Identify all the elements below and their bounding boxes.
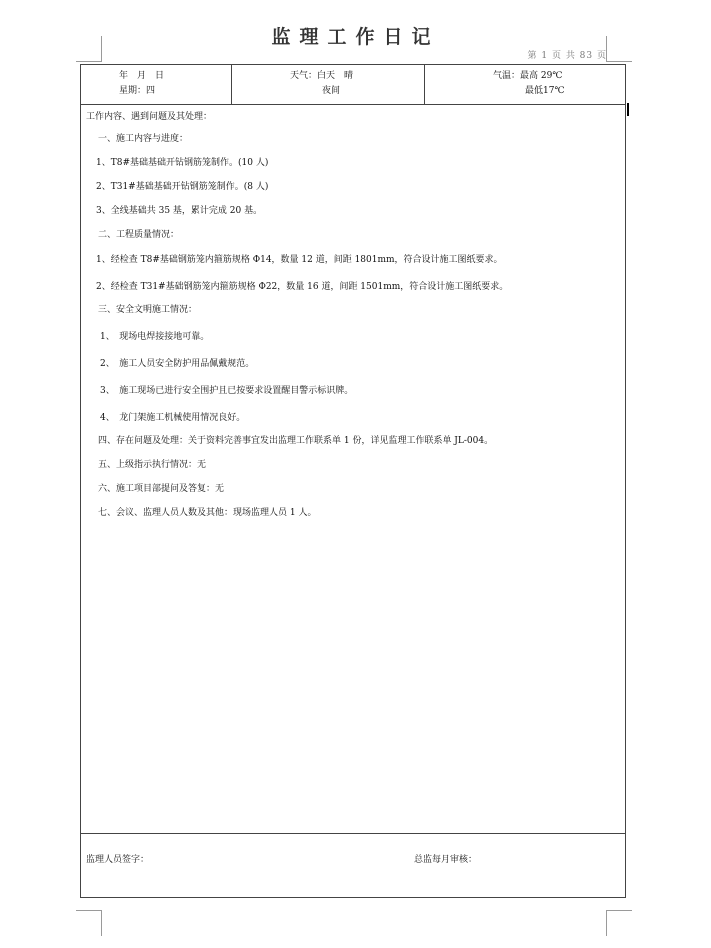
crop-mark-bottom-right-v bbox=[606, 910, 607, 936]
temp-low: 最低17℃ bbox=[525, 86, 565, 96]
crop-mark-bottom-left-v bbox=[101, 910, 102, 936]
diary-sheet bbox=[80, 64, 626, 898]
list-item: 4、 龙门架施工机械使用情况良好。 bbox=[100, 413, 246, 423]
supervisor-signature-label: 监理人员签字： bbox=[86, 855, 150, 865]
crop-mark-bottom-right-h bbox=[606, 910, 632, 911]
list-item: 2、T31#基础基础开钻钢筋笼制作。(8 人) bbox=[96, 182, 269, 192]
section-instructions: 五、上级指示执行情况：无 bbox=[98, 460, 207, 470]
list-item: 2、经检查 T31#基础钢筋笼内箍筋规格 Φ22，数量 16 道，间距 1501mm，符合设计施工图纸要求。 bbox=[96, 282, 509, 292]
document-title: 监理工作日记 bbox=[271, 26, 440, 48]
weekday-label: 星期：四 bbox=[119, 86, 156, 96]
crop-mark-bottom-left-h bbox=[76, 910, 102, 911]
list-item: 1、经检查 T8#基础钢筋笼内箍筋规格 Φ14，数量 12 道，间距 1801mm，符合设计施工图纸要求。 bbox=[96, 255, 503, 265]
chief-review-label: 总监每月审核： bbox=[414, 855, 478, 865]
weather-cell bbox=[232, 65, 425, 104]
crop-mark-top-left-h bbox=[76, 61, 102, 62]
section-meeting: 七、会议、监理人员人数及其他：现场监理人员 1 人。 bbox=[98, 508, 317, 518]
content-heading: 工作内容、遇到问题及其处理： bbox=[86, 112, 213, 122]
list-item: 1、T8#基础基础开钻钢筋笼制作。(10 人) bbox=[96, 158, 269, 168]
signature-row bbox=[81, 833, 625, 897]
list-item: 3、全线基础共 35 基，累计完成 20 基。 bbox=[96, 206, 263, 216]
text-cursor-mark bbox=[627, 103, 629, 116]
section-questions: 六、施工项目部提问及答复：无 bbox=[98, 484, 225, 494]
weather-night: 夜间 bbox=[322, 86, 341, 96]
info-row bbox=[81, 65, 625, 105]
list-item: 3、 施工现场已进行安全围护且已按要求设置醒目警示标识牌。 bbox=[100, 386, 354, 396]
list-item: 1、 现场电焊接接地可靠。 bbox=[100, 332, 210, 342]
crop-mark-top-right-h bbox=[606, 61, 632, 62]
temp-high: 气温：最高 29℃ bbox=[493, 71, 563, 81]
section-quality-title: 二、工程质量情况： bbox=[98, 230, 180, 240]
section-progress-title: 一、施工内容与进度： bbox=[98, 134, 189, 144]
date-label: 年 月 日 bbox=[119, 71, 165, 81]
section-safety-title: 三、安全文明施工情况： bbox=[98, 305, 198, 315]
weather-day: 天气：白天 晴 bbox=[290, 71, 354, 81]
temperature-cell bbox=[425, 65, 626, 104]
section-issues: 四、存在问题及处理：关于资料完善事宜发出监理工作联系单 1 份，详见监理工作联系单 JL-004。 bbox=[98, 436, 494, 446]
page-info: 第 1 页 共 83 页 bbox=[527, 51, 607, 61]
list-item: 2、 施工人员安全防护用品佩戴规范。 bbox=[100, 359, 255, 369]
date-cell bbox=[81, 65, 232, 104]
